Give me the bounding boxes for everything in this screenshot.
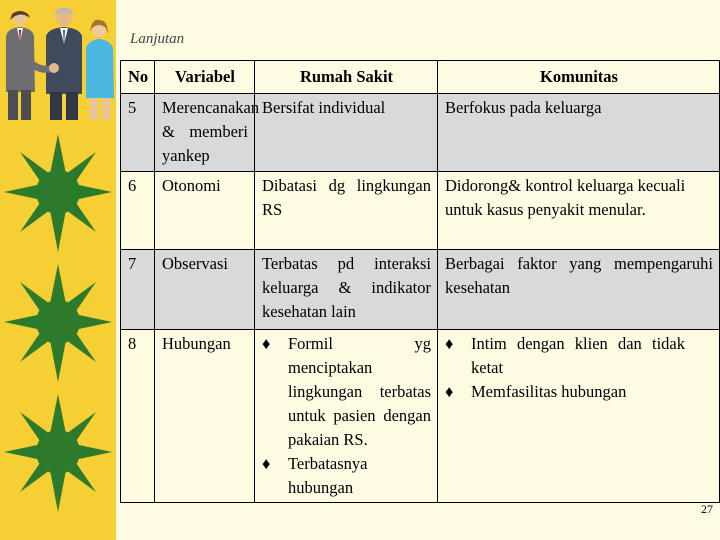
- cell-komunitas: [438, 330, 720, 503]
- komunitas-bullet-list: [445, 332, 713, 404]
- slide-subtitle: Lanjutan: [130, 31, 185, 47]
- list-item: ♦ Intim dengan klien dan tidak ketat: [445, 332, 685, 380]
- cell-variabel: Otonomi: [155, 172, 255, 250]
- cell-no: 8: [121, 330, 155, 503]
- decorative-sidebar: [0, 0, 116, 540]
- table-row: [121, 250, 720, 330]
- cell-no: 6: [121, 172, 155, 250]
- rumah-sakit-bullet-list: [262, 332, 431, 500]
- header-variabel: Variabel: [155, 61, 255, 94]
- table-row: [121, 172, 720, 250]
- page-number: 27: [701, 502, 713, 516]
- table-row: [121, 330, 720, 503]
- comparison-table: [120, 60, 720, 503]
- cell-variabel: Hubungan: [155, 330, 255, 503]
- cell-rumah-sakit: Dibatasi dg lingkungan RS: [255, 172, 438, 250]
- cell-variabel: Merencanakan & memberi yankep: [155, 94, 255, 172]
- cell-komunitas: Didorong& kontrol keluarga kecuali untuk kasus penyakit menular.: [438, 172, 720, 250]
- sun-icon: [0, 258, 116, 388]
- table-header-row: [121, 61, 720, 94]
- header-no: No: [121, 61, 155, 94]
- cell-rumah-sakit: [255, 330, 438, 503]
- list-item: ♦ Formil yg menciptakan lingkungan terbatas untuk pasien dengan pakaian RS.: [262, 332, 431, 452]
- cell-komunitas: Berfokus pada keluarga: [438, 94, 720, 172]
- cell-rumah-sakit: Terbatas pd interaksi keluarga & indikator kesehatan lain: [255, 250, 438, 330]
- cell-variabel: Observasi: [155, 250, 255, 330]
- cell-no: 7: [121, 250, 155, 330]
- header-komunitas: Komunitas: [438, 61, 720, 94]
- cell-komunitas: Berbagai faktor yang mempengaruhi kesehatan: [438, 250, 720, 330]
- sun-icon: [0, 128, 116, 258]
- list-item: ♦ Memfasilitas hubungan: [445, 380, 685, 404]
- table-row: [121, 94, 720, 172]
- cell-rumah-sakit: Bersifat individual: [255, 94, 438, 172]
- sun-icon: [0, 388, 116, 518]
- list-item: ♦ Terbatasnya hubungan: [262, 452, 431, 500]
- header-rumah-sakit: Rumah Sakit: [255, 61, 438, 94]
- business-people-illustration: [2, 2, 116, 122]
- cell-no: 5: [121, 94, 155, 172]
